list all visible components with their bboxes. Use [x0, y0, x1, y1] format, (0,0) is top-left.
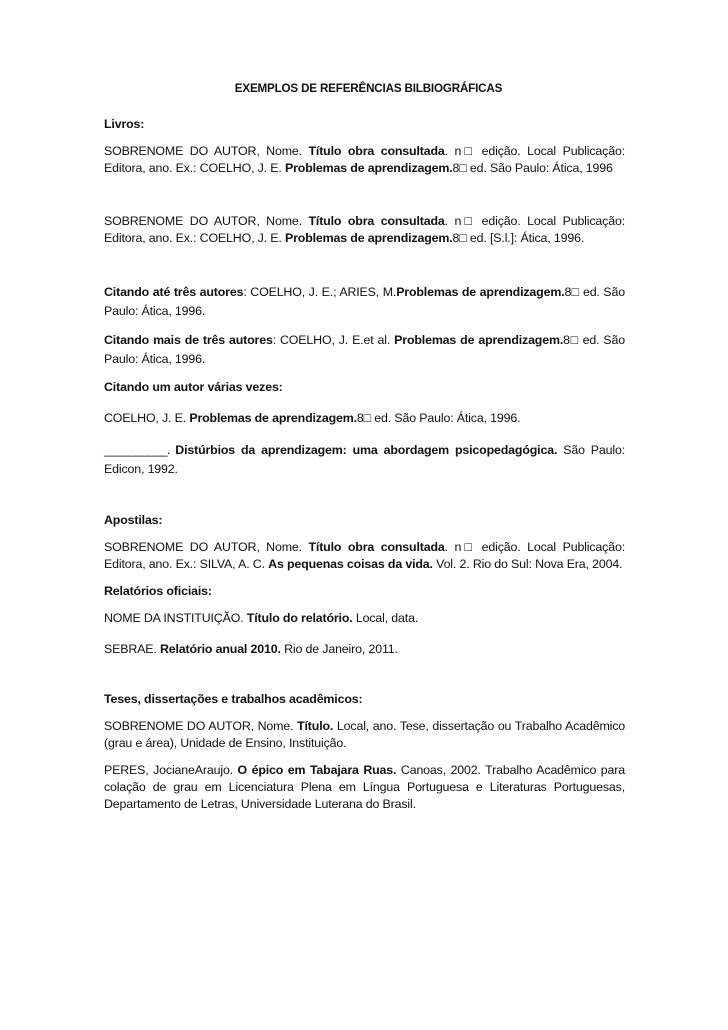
- reference-varias-vezes-1: COELHO, J. E. Problemas de aprendizagem.8□ ed. São Paulo: Ática, 1996.: [104, 411, 521, 425]
- subheading-varias-vezes: Citando um autor várias vezes:: [104, 380, 283, 394]
- section-heading-relatorios: Relatórios oficiais:: [104, 584, 212, 598]
- document-title: EXEMPLOS DE REFERÊNCIAS BILBIOGRÁFICAS: [234, 82, 503, 95]
- reference-teses-1: SOBRENOME DO AUTOR, Nome. Título. Local, ano. Tese, dissertação ou Trabalho Acadêmico (grau e área), Unidade de Ensino, Instituição.: [104, 719, 626, 750]
- reference-relatorios-2: SEBRAE. Relatório anual 2010. Rio de Janeiro, 2011.: [104, 642, 398, 656]
- missing-glyph-icon: □: [569, 333, 579, 347]
- missing-glyph-icon: □: [363, 411, 371, 425]
- reference-varias-vezes-2: __________. Distúrbios da aprendizagem: uma abordagem psicopedagógica. São Paulo: Edicon, 1992.: [104, 443, 626, 476]
- missing-glyph-icon: □: [461, 214, 476, 228]
- reference-apostilas: SOBRENOME DO AUTOR, Nome. Título obra consultada. n□ edição. Local Publicação: Editora, ano. Ex.: SILVA, A. C. As pequenas coisas da vida. Vol. 2. Rio do Sul: Nova Era, 2004.: [104, 540, 625, 571]
- missing-glyph-icon: □: [571, 285, 580, 299]
- section-heading-livros: Livros:: [104, 117, 145, 131]
- section-heading-apostilas: Apostilas:: [104, 513, 163, 527]
- reference-relatorios-1: NOME DA INSTITUIÇÃO. Título do relatório. Local, data.: [104, 611, 419, 625]
- missing-glyph-icon: □: [461, 540, 476, 554]
- missing-glyph-icon: □: [459, 161, 467, 175]
- document-page: [104, 80, 625, 813]
- missing-glyph-icon: □: [461, 144, 476, 158]
- reference-teses-2: PERES, JocianeAraujo. O épico em Tabajara Ruas. Canoas, 2002. Trabalho Acadêmico para colação de grau em Licenciatura Plena em Língua Portuguesa e Literaturas Portuguesas, Departamento de Letras, Universidade Luterana do Brasil.: [104, 763, 625, 811]
- reference-livros-ex2: SOBRENOME DO AUTOR, Nome. Título obra consultada. n□ edição. Local Publicação: Editora, ano. Ex.: COELHO, J. E. Problemas de aprendizagem.8□ ed. [S.l.]: Ática, 1996.: [104, 214, 625, 245]
- missing-glyph-icon: □: [459, 231, 467, 245]
- reference-mais-tres-autores: Citando mais de três autores: COELHO, J. E.et al. Problemas de aprendizagem.8□ ed. São Paulo: Ática, 1996.: [104, 333, 626, 366]
- reference-tres-autores: Citando até três autores: COELHO, J. E.; ARIES, M.Problemas de aprendizagem.8□ ed. São Paulo: Ática, 1996.: [104, 285, 625, 318]
- reference-livros-ex1: SOBRENOME DO AUTOR, Nome. Título obra consultada. n□ edição. Local Publicação: Editora, ano. Ex.: COELHO, J. E. Problemas de aprendizagem.8□ ed. São Paulo: Ática, 1996: [104, 144, 625, 175]
- section-heading-teses: Teses, dissertações e trabalhos acadêmicos:: [104, 692, 363, 706]
